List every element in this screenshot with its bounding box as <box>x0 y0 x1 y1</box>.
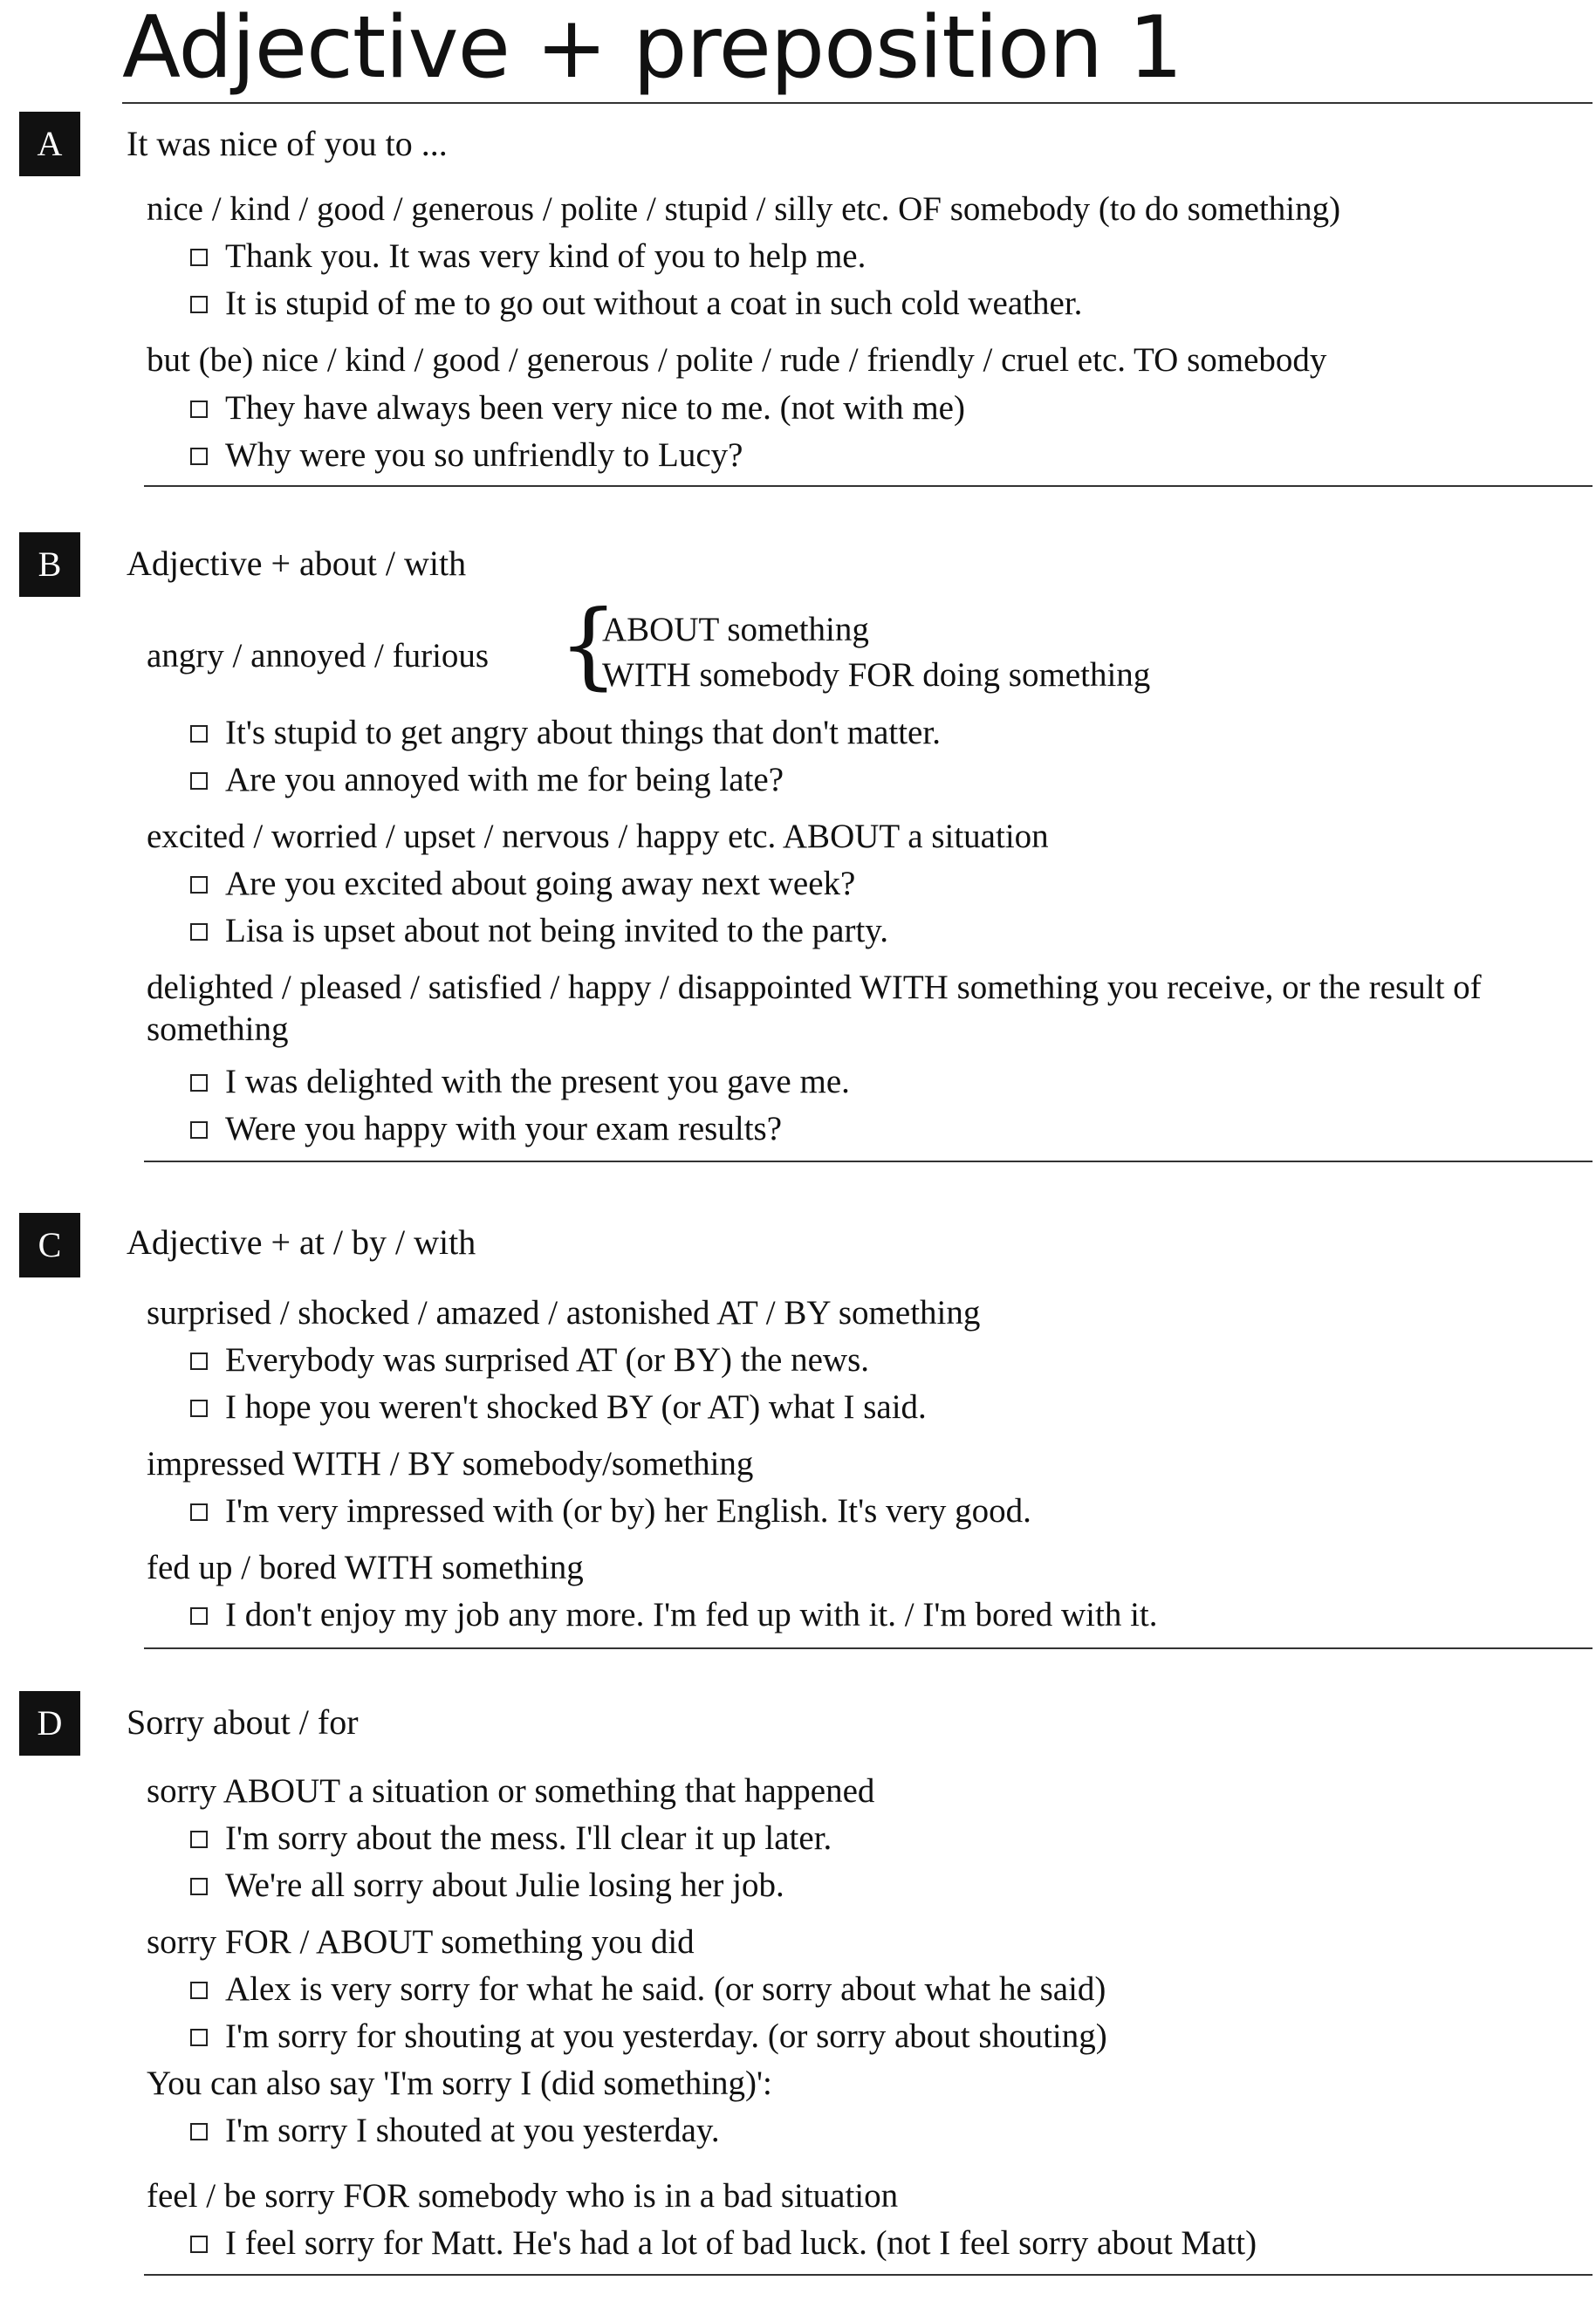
section-b-example-5: I was delighted with the present you gave me. <box>190 1061 850 1103</box>
section-b-divider <box>144 1161 1593 1162</box>
checkbox-icon <box>190 1607 208 1625</box>
checkbox-icon <box>190 772 208 790</box>
section-a-letter: A <box>19 112 80 176</box>
section-b-heading: Adjective + about / with <box>127 544 467 583</box>
section-d-example-6: I feel sorry for Matt. He's had a lot of bad luck. (not I feel sorry about Matt) <box>190 2222 1257 2264</box>
checkbox-icon <box>190 249 208 266</box>
section-b-letter: B <box>19 532 80 597</box>
section-b-rule-2: delighted / pleased / satisfied / happy / disappointed WITH something you receive, or the result of something <box>147 969 1482 1048</box>
section-d-rule-2: sorry FOR / ABOUT something you did <box>147 1923 695 1961</box>
section-d-letter: D <box>19 1691 80 1756</box>
section-c-rule-2: impressed WITH / BY somebody/something <box>147 1445 754 1483</box>
section-c-rule-1: surprised / shocked / amazed / astonished AT / BY something <box>147 1294 981 1332</box>
section-a-example-1: Thank you. It was very kind of you to help me. <box>190 236 866 277</box>
section-d-example-4: I'm sorry for shouting at you yesterday. (or sorry about shouting) <box>190 2016 1107 2058</box>
section-b-example-6: Were you happy with your exam results? <box>190 1108 782 1150</box>
checkbox-icon <box>190 1982 208 1999</box>
section-c-example-1: Everybody was surprised AT (or BY) the news. <box>190 1339 869 1381</box>
section-d-rule-4: feel / be sorry FOR somebody who is in a bad situation <box>147 2177 899 2215</box>
section-a-divider <box>144 485 1593 487</box>
page-title: Adjective + preposition 1 <box>122 0 1182 98</box>
section-c-example-4: I don't enjoy my job any more. I'm fed up with it. / I'm bored with it. <box>190 1594 1158 1636</box>
section-b-example-2: Are you annoyed with me for being late? <box>190 759 784 801</box>
checkbox-icon <box>190 1400 208 1417</box>
section-d-rule-1: sorry ABOUT a situation or something that happened <box>147 1772 875 1810</box>
section-a-heading: It was nice of you to ... <box>127 124 448 163</box>
section-d-example-1: I'm sorry about the mess. I'll clear it up later. <box>190 1818 832 1859</box>
section-c-rule-3: fed up / bored WITH something <box>147 1549 584 1586</box>
section-d-rule-3: You can also say 'I'm sorry I (did something)': <box>147 2065 772 2102</box>
checkbox-icon <box>190 2123 208 2140</box>
checkbox-icon <box>190 876 208 894</box>
section-d-divider <box>144 2274 1593 2276</box>
checkbox-icon <box>190 725 208 743</box>
section-d-example-3: Alex is very sorry for what he said. (or sorry about what he said) <box>190 1969 1106 2010</box>
checkbox-icon <box>190 923 208 941</box>
section-a-rule-2: but (be) nice / kind / good / generous / polite / rude / friendly / cruel etc. TO somebody <box>147 341 1327 379</box>
section-a-rule-1: nice / kind / good / generous / polite / stupid / silly etc. OF somebody (to do something) <box>147 190 1341 228</box>
section-a-example-3: They have always been very nice to me. (not with me) <box>190 387 965 429</box>
section-c-example-3: I'm very impressed with (or by) her English. It's very good. <box>190 1490 1031 1532</box>
checkbox-icon <box>190 1503 208 1521</box>
checkbox-icon <box>190 296 208 313</box>
title-divider <box>122 102 1593 104</box>
section-b-brace-right-1: ABOUT something <box>602 611 869 648</box>
checkbox-icon <box>190 1831 208 1848</box>
section-c-divider <box>144 1647 1593 1649</box>
section-c-letter: C <box>19 1213 80 1277</box>
checkbox-icon <box>190 2236 208 2253</box>
section-d-heading: Sorry about / for <box>127 1702 359 1742</box>
section-b-brace-right-2: WITH somebody FOR doing something <box>602 656 1151 694</box>
checkbox-icon <box>190 2029 208 2046</box>
section-c-heading: Adjective + at / by / with <box>127 1222 476 1262</box>
section-d-example-5: I'm sorry I shouted at you yesterday. <box>190 2110 720 2152</box>
section-a-example-2: It is stupid of me to go out without a coat in such cold weather. <box>190 283 1082 325</box>
section-a-example-4: Why were you so unfriendly to Lucy? <box>190 435 743 476</box>
checkbox-icon <box>190 1074 208 1092</box>
section-d-example-2: We're all sorry about Julie losing her job. <box>190 1865 784 1907</box>
curly-brace-icon: { <box>558 591 619 700</box>
checkbox-icon <box>190 1353 208 1370</box>
checkbox-icon <box>190 448 208 465</box>
section-b-example-1: It's stupid to get angry about things that don't matter. <box>190 712 941 754</box>
section-b-example-3: Are you excited about going away next week? <box>190 863 855 905</box>
checkbox-icon <box>190 401 208 418</box>
section-c-example-2: I hope you weren't shocked BY (or AT) what I said. <box>190 1387 927 1428</box>
section-b-brace-left: angry / annoyed / furious <box>147 637 490 675</box>
checkbox-icon <box>190 1121 208 1139</box>
section-b-example-4: Lisa is upset about not being invited to the party. <box>190 910 888 952</box>
checkbox-icon <box>190 1878 208 1895</box>
section-b-rule-1: excited / worried / upset / nervous / happy etc. ABOUT a situation <box>147 818 1049 855</box>
